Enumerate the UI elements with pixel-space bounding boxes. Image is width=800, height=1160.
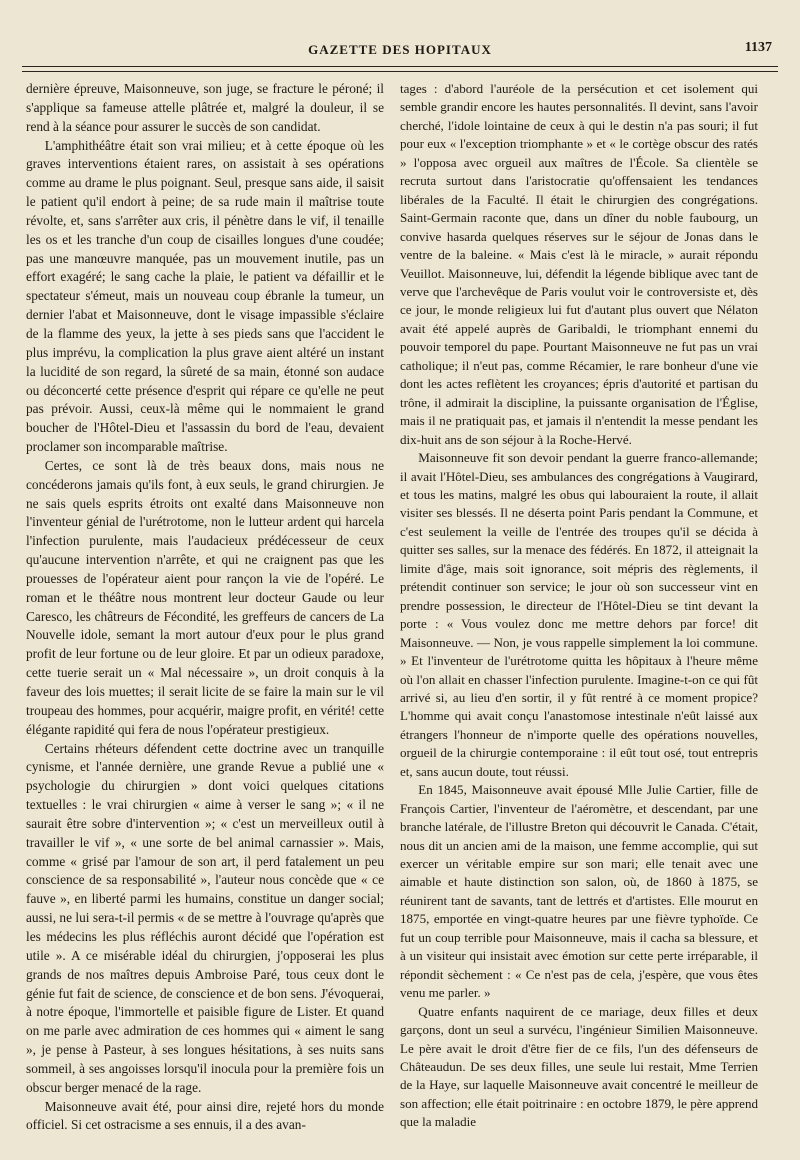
paragraph: En 1845, Maisonneuve avait épousé Mlle Julie Cartier, fille de François Cartier, l'inventeur de l'aéromètre, et descendant, par une branche latérale, de l'illustre Breton qui découvrit le Canada. C'était, nous dit un ancien ami de la maison, une femme accomplie, qui sut exercer un véritable empire sur son mari; elle tenait avec une aimable et haute distinction son salon, où, de 1860 à 1875, se réunirent tant de savants, tant de lettrés et d'artistes. Elle mourut en 1875, emportée en vingt-quatre heures par une fièvre typhoïde. Ce fut un coup terrible pour Maisonneuve, mais il cacha sa blessure, et à un visiteur qui insistait avec émotion sur cette perte irréparable, il répondit sèchement : « Ce n'est pas de cela, j'espère, que vous êtes venu me parler. » — [400, 782, 758, 1001]
page-header — [22, 38, 778, 60]
paragraph: Quatre enfants naquirent de ce mariage, deux filles et deux garçons, dont un seul a survécu, l'ingénieur Similien Maisonneuve. Le père avait le droit d'être fier de ce fils, l'un des défenseurs de Châteaudun. De ses deux filles, une seule lui restait, Mme Terrien de la Haye, sur laquelle Maisonneuve avait concentré le meilleur de son affection; elle était poitrinaire : en octobre 1879, le père apprend que la maladie — [400, 1003, 758, 1130]
paragraph: Maisonneuve fit son devoir pendant la guerre franco-allemande; il avait l'Hôtel-Dieu, ses ambulances des congrégations à Vaugirard, et tous les matins, malgré les obus qui labouraient la route, il allait visiter ses blessés. Il ne déserta point Paris pendant la Commune, et c'est seulement la veille de l'entrée des troupes qu'il se décida à quitter ses salles, sur la menace des fédérés. En 1872, il atteignait la limite d'âge, mais soit ignorance, soit mépris des règlements, il prétendit continuer son service; le jour où son successeur vint en prendre possession, le directeur de l'Hôtel-Dieu se tint devant la porte : « Vous voulez donc me mettre dehors par force! dit Maisonneuve. — Non, je vous rappelle simplement la loi commune. » Et l'inventeur de l'urétrotome quitta les hôpitaux à l'heure même où l'on allait en chasser l'infection purulente. Imagine-t-on ce qui fût arrivé si, au lieu d'en sortir, il y fût rentré à ce moment propice? L'homme qui avait conçu l'anastomose intestinale n'eût laissé aux étrangers l'honneur de n'importe quelle des opérations nouvelles, orgueil de la chirurgie contemporaine : il eût tout osé, tout entrepris et, sans aucun doute, tout réussi. — [400, 450, 758, 779]
paragraph: dernière épreuve, Maisonneuve, son juge, se fracture le péroné; il s'applique sa fameuse attelle plâtrée et, malgré la douleur, il se rend à la séance pour assurer le succès de son candidat. — [26, 81, 384, 134]
running-title: GAZETTE DES HOPITAUX — [308, 42, 492, 57]
text-columns — [26, 80, 780, 1146]
paragraph: tages : d'abord l'auréole de la persécution et cet isolement qui semble grandir encore les hautes personnalités. Il devint, sans l'avoir cherché, l'idole lointaine de ceux à qui le destin n'a pas souri; il fut pour eux « l'exception triomphante » et « le cortège obscur des ratés » l'opposa avec orgueil aux maîtres de l'École. Sa clientèle se recruta surtout dans l'aristocratie qu'offensaient les tendances libérales de la Faculté. Il était le chirurgien des congrégations. Saint-Germain raconte que, dans un dîner du noble faubourg, un convive hasarda quelques réserves sur le séjour de Jonas dans le ventre de la baleine. « Mais c'est là le miracle, » aurait répondu Veuillot. Maisonneuve, lui, défendit la légende biblique avec tant de verve que l'archevêque de Paris voulut voir le controversiste et, dès ce jour, le monde religieux lui fut d'autant plus ouvert que Nélaton avait été appelé auprès de Garibaldi, le triomphant ennemi du pouvoir temporel du pape. Pourtant Maisonneuve ne fut pas un vrai catholique; il n'eut pas, comme Récamier, le rare bonheur d'une vie dont les actes reflètent les croyances; épris d'autorité et partisan du trône, il admirait la discipline, la puissante organisation de l'Église, mais il ne pratiquait pas, et jamais il n'entendit la messe pendant les dix-huit ans de son séjour à la Roche-Hervé. — [400, 81, 758, 447]
header-rule — [22, 66, 778, 67]
right-column — [400, 80, 758, 1146]
page-number: 1137 — [744, 40, 772, 55]
left-column — [26, 80, 384, 1146]
header-rule-thin — [22, 71, 778, 72]
paragraph: Maisonneuve avait été, pour ainsi dire, rejeté hors du monde officiel. Si cet ostracisme a ses ennuis, il a des avan- — [26, 1098, 384, 1133]
paragraph: Certes, ce sont là de très beaux dons, mais nous ne concéderons jamais qu'ils font, à eux seuls, le grand chirurgien. Je ne sais quels esprits étroits ont exalté dans Maisonneuve non l'inventeur génial de l'urétrotome, non le lutteur ardent qui harcela l'infection purulente, mais l'audacieux prédécesseur de ceux qu'aucune intervention n'arrête, et qui ne craignent pas que les prouesses de l'opérateur aient pour rançon la vie de l'opéré. Le roman et le théâtre nous montrent leur docteur Gaude ou leur Caresco, les châtreurs de Fécondité, les greffeurs de cancers de La Nouvelle idole, semant la mort autour d'eux pour le plus grand profit de leur fortune ou de leur gloire. Et par un odieux paradoxe, cette tuerie serait un « Mal nécessaire », un droit conquis à la faveur des lois muettes; il serait licite de se faire la main sur le vil troupeau des hommes, pour acquérir, maigre profit, en vérité! cette élégante rapidité qui fera de nous l'opérateur prestigieux. — [26, 457, 384, 737]
paragraph: L'amphithéâtre était son vrai milieu; et à cette époque où les graves interventions étaient rares, on assistait à ses opérations comme au drame le plus poignant. Seul, presque sans aide, il saisit le patient qu'il endort à peine; de sa rude main il maîtrise toute révolte, et, sans s'arrêter aux cris, il pénètre dans le vif, il tenaille les os et les tranche d'un coup de cisailles longues d'une coudée; pas une manœuvre manquée, pas un mouvement inutile, pas un effort exagéré; le sang cache la plaie, le patient va défaillir et le spectateur s'émeut, mais un nouveau coup ébranle la tumeur, un dernier l'abat et Maisonneuve, dont le visage impassible s'éclaire de la flamme des yeux, la jette à ses pieds sans que l'accident le plus imprévu, la complication la plus grave aient altéré un instant la lucidité de son regard, la sûreté de sa main, étonné son audace ou déconcerté cette présence d'esprit qui répare ce qu'elle ne peut pas prévoir. Aussi, ceux-là même qui le nommaient le grand boucher de l'Hôtel-Dieu et l'assassin du bord de l'eau, devaient proclamer son incomparable maîtrise. — [26, 137, 384, 455]
paragraph: Certains rhéteurs défendent cette doctrine avec un tranquille cynisme, et l'année dernière, une grande Revue a publié une « psychologie du chirurgien » dont voici quelques citations textuelles : le vrai chirurgien « aime à verser le sang »; « il ne saurait être sobre d'intervention »; « c'est un merveilleux outil à travailler le vif », « une sorte de bel animal carnassier ». Mais, comme « grisé par l'amour de son art, il perd fatalement un peu conscience de sa responsabilité », l'auteur nous concède que « ce fauve », en liberté parmi les humains, constitue un danger social; aussi, ne lui sera-t-il permis « de se mettre à l'ouvrage qu'après que les médecins les plus réfléchis auront décidé que l'opération est utile ». A ce misérable idéal du chirurgien, j'opposerai les plus grands de nos maîtres depuis Ambroise Paré, tous ceux dont le génie fut fait de science, de conscience et de bon sens. J'évoquerai, à notre époque, l'immortelle et paisible figure de Lister. Et quand on me parle avec admiration de ces hommes qui « aiment le sang », je pense à Pasteur, à ses longues hésitations, à ses nuits sans sommeil, à ses angoisses lorsqu'il inocula pour la première fois un obscur berger menacé de la rage. — [26, 740, 384, 1095]
